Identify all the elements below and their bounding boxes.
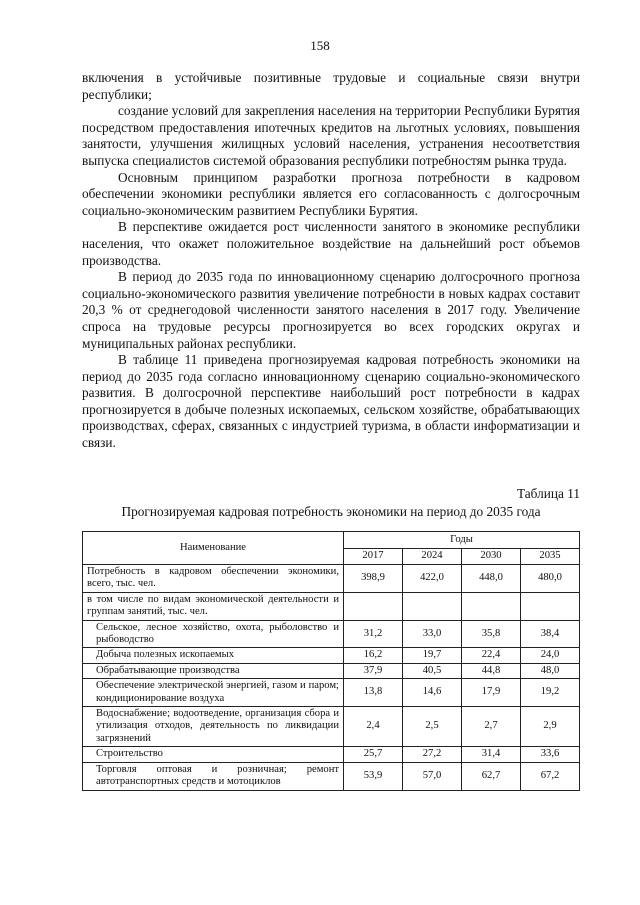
row-value: 19,2 — [521, 679, 580, 707]
row-value: 422,0 — [403, 565, 462, 593]
row-value — [344, 592, 403, 620]
year-header: 2017 — [344, 548, 403, 565]
paragraph: создание условий для закрепления населения на территории Республики Бурятия посредством предоставления ипотечных кредитов на льготных условиях, повышения занятости, улучшения жилищных условий населения, устранения несоответствия выпуска специалистов системой образования республики потребностям рынка труда. — [82, 103, 580, 168]
table-row — [83, 663, 580, 678]
row-name: Потребность в кадровом обеспечении экономики, всего, тыс. чел. — [83, 565, 344, 593]
table-row — [83, 747, 580, 762]
row-value — [403, 592, 462, 620]
row-name: Торговля оптовая и розничная; ремонт автотранспортных средств и мотоциклов — [83, 762, 344, 790]
row-name: в том числе по видам экономической деятельности и группам занятий, тыс. чел. — [83, 592, 344, 620]
page-number: 158 — [310, 38, 330, 53]
table-body — [83, 565, 580, 791]
row-value: 13,8 — [344, 679, 403, 707]
body-text — [82, 70, 580, 452]
row-value: 25,7 — [344, 747, 403, 762]
table-label: Таблица 11 — [516, 486, 580, 501]
row-value: 40,5 — [403, 663, 462, 678]
row-value: 67,2 — [521, 762, 580, 790]
table-title: Прогнозируемая кадровая потребность экономики на период до 2035 года — [121, 504, 541, 519]
forecast-table — [82, 531, 580, 791]
row-value: 480,0 — [521, 565, 580, 593]
row-value: 44,8 — [462, 663, 521, 678]
row-name: Водоснабжение; водоотведение, организация сбора и утилизация отходов, деятельность по ликвидации загрязнений — [83, 707, 344, 747]
row-value: 17,9 — [462, 679, 521, 707]
row-value: 38,4 — [521, 620, 580, 648]
row-value: 16,2 — [344, 648, 403, 663]
row-value: 27,2 — [403, 747, 462, 762]
row-value: 35,8 — [462, 620, 521, 648]
row-value: 2,5 — [403, 707, 462, 747]
table-row — [83, 620, 580, 648]
row-name: Обеспечение электрической энергией, газом и паром; кондиционирование воздуха — [83, 679, 344, 707]
year-header: 2035 — [521, 548, 580, 565]
paragraph: В перспективе ожидается рост численности занятого в экономике республики населения, что окажет положительное воздействие на дальнейший рост объемов производства. — [82, 219, 580, 268]
table-row — [83, 648, 580, 663]
row-value: 33,6 — [521, 747, 580, 762]
table-row — [83, 592, 580, 620]
name-header: Наименование — [83, 532, 344, 565]
row-value: 2,4 — [344, 707, 403, 747]
row-value: 14,6 — [403, 679, 462, 707]
row-name: Добыча полезных ископаемых — [83, 648, 344, 663]
row-name: Сельское, лесное хозяйство, охота, рыболовство и рыбоводство — [83, 620, 344, 648]
paragraph: включения в устойчивые позитивные трудовые и социальные связи внутри республики; — [82, 70, 580, 102]
row-value: 19,7 — [403, 648, 462, 663]
row-value: 31,4 — [462, 747, 521, 762]
table-row — [83, 762, 580, 790]
table-row — [83, 565, 580, 593]
paragraph: В таблице 11 приведена прогнозируемая кадровая потребность экономики на период до 2035 года согласно инновационному сценарию социально-экономического развития. В долгосрочной перспективе наибольший рост потребности в кадрах прогнозируется в добыче полезных ископаемых, сельском хозяйстве, обрабатывающих производствах, сферах, связанных с индустрией туризма, в области информатизации и связи. — [82, 352, 580, 451]
year-header: 2030 — [462, 548, 521, 565]
row-value: 22,4 — [462, 648, 521, 663]
row-name: Обрабатывающие производства — [83, 663, 344, 678]
row-value — [462, 592, 521, 620]
row-value: 24,0 — [521, 648, 580, 663]
table-row — [83, 679, 580, 707]
row-value: 62,7 — [462, 762, 521, 790]
paragraph: В период до 2035 года по инновационному сценарию долгосрочного прогноза социально-экономического развития увеличение потребности в новых кадрах составит 20,3 % от среднегодовой численности занятого населения в 2017 году. Увеличение спроса на трудовые ресурсы прогнозируется во всех городских округах и муниципальных районах республики. — [82, 269, 580, 351]
paragraph: Основным принципом разработки прогноза потребности в кадровом обеспечении экономики республики является его согласованность с долгосрочным социально-экономическим развитием Республики Бурятия. — [82, 169, 580, 218]
row-name: Строительство — [83, 747, 344, 762]
row-value: 48,0 — [521, 663, 580, 678]
year-header: 2024 — [403, 548, 462, 565]
row-value: 57,0 — [403, 762, 462, 790]
row-value: 448,0 — [462, 565, 521, 593]
row-value: 2,7 — [462, 707, 521, 747]
table-header-row — [83, 532, 580, 549]
row-value: 37,9 — [344, 663, 403, 678]
years-header: Годы — [344, 532, 580, 549]
row-value — [521, 592, 580, 620]
row-value: 53,9 — [344, 762, 403, 790]
row-value: 2,9 — [521, 707, 580, 747]
row-value: 398,9 — [344, 565, 403, 593]
row-value: 31,2 — [344, 620, 403, 648]
row-value: 33,0 — [403, 620, 462, 648]
table-row — [83, 707, 580, 747]
